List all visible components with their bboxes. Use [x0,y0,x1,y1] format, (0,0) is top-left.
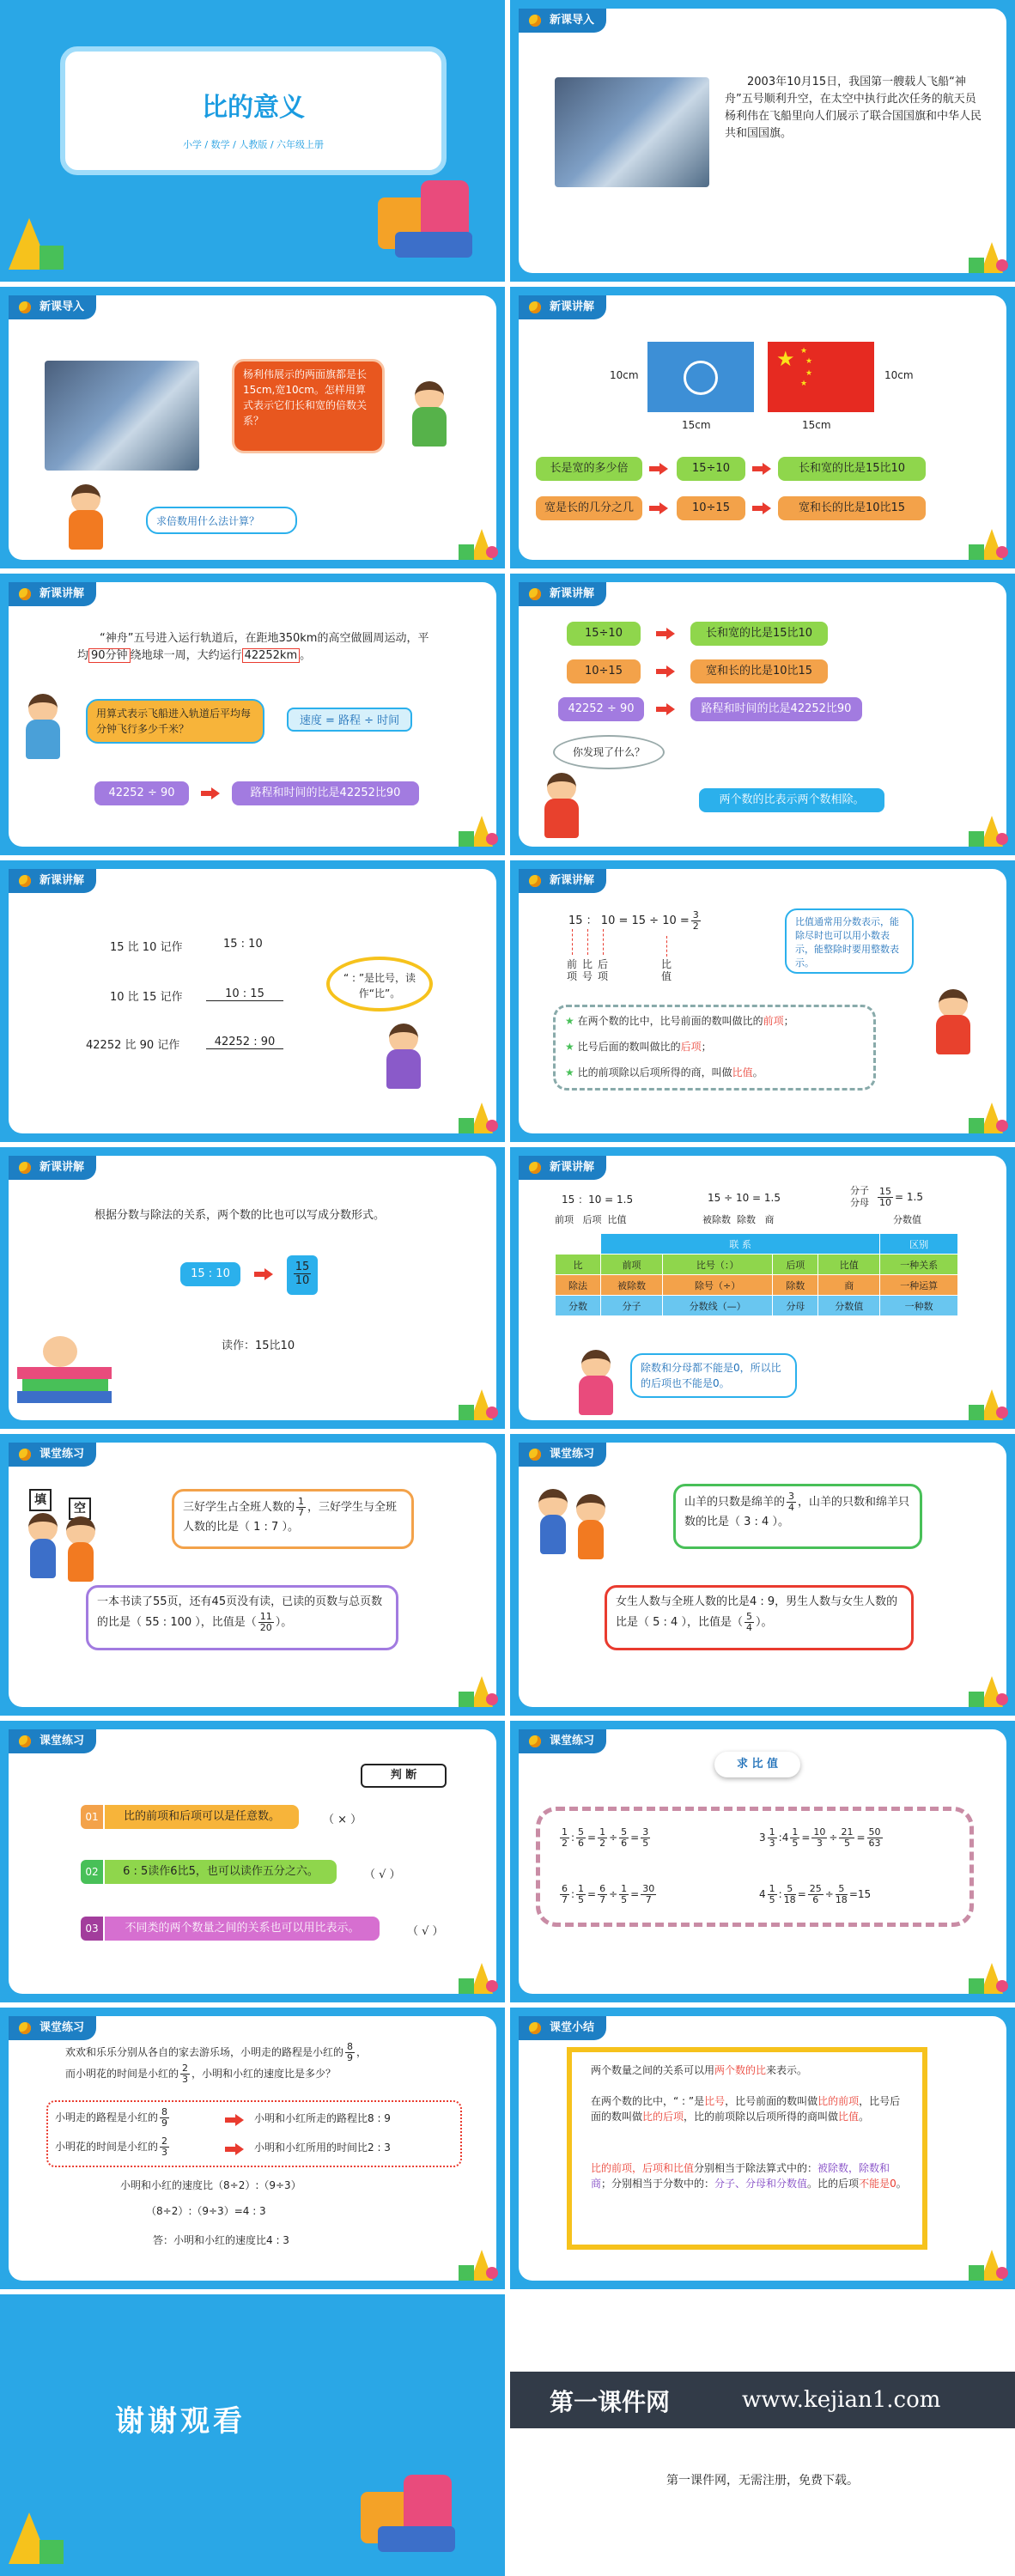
time-ratio: 小明和小红所用的时间比2 : 3 [254,2142,391,2154]
item-number: 03 [81,1917,103,1941]
girl-character [404,381,455,459]
arrow-icon [656,665,675,677]
slide-summary [510,2008,1015,2289]
cn-flag-width: 15cm [802,419,831,431]
ratio-form: 15 ：10 = 1.5 [562,1194,634,1206]
arrow-icon [225,2143,244,2155]
row1-label: 长是宽的多少倍 [536,457,642,481]
slide-speed-ratio [0,2008,505,2289]
notation-1-label: 15 比 10 记作 [110,941,183,954]
un-flag [647,342,754,412]
label-value: 比值 [661,958,672,982]
arrow-icon [752,502,771,514]
title-card [60,46,447,175]
section-title: 求 比 值 [714,1752,800,1777]
section-tag: 新课讲解 [519,1156,606,1180]
zero-rule-bubble: 除数和分母都不能是0，所以比的后项也不能是0。 [630,1353,797,1398]
section-tag: 新课讲解 [9,869,96,893]
section-tag: 课堂小结 [519,2016,606,2040]
shapes-decoration [969,234,1003,273]
un-flag-height: 10cm [610,369,639,381]
row2-result: 宽和长的比是10比15 [778,496,926,520]
shapes-decoration [459,520,493,560]
read-as: 读作：15比10 [222,1340,295,1352]
table-row: 分数 分子 分数线（—） 分母 分数值 一种数 [556,1296,958,1316]
kids-illustration [343,2458,472,2561]
expr-1: 15÷10 [567,622,641,646]
speed-problem: 欢欢和乐乐分别从各自的家去游乐场，小明走的路程是小红的 $\frac{8}{9}$ ， 而小明花的时间是小红的 $\frac{2}{3}$ ，小明和小红的速度比是多少？ [65,2041,368,2085]
question-1-box: 山羊的只数是绵羊的 $\frac{3}{4}$ ，山羊的只数和绵羊只数的比是（ 3 : 4 ）。 [673,1484,922,1549]
label-front: 前项 [567,958,578,982]
girl-character [570,1350,622,1419]
arrow-icon [201,787,220,799]
label-sign: 比号 [582,958,593,982]
notation-2-value: 10 : 15 [206,987,283,1001]
cube-decoration [40,246,64,270]
result-3: 路程和时间的比是42252比90 [690,697,862,721]
arrow-icon [752,463,771,475]
slide-practice-1 [0,1434,505,1716]
speed-answer: 答：小明和小红的速度比4 : 3 [153,2234,289,2246]
arrow-icon [649,502,668,514]
arrow-icon [225,2114,244,2126]
section-tag: 新课讲解 [9,582,96,606]
fraction-value: $\frac{15}{10}$ = 1.5 [879,1186,923,1208]
brand-band [510,2372,1015,2428]
item-number: 01 [81,1805,103,1829]
row2-label: 宽是长的几分之几 [536,496,642,520]
astronaut-photo [555,77,709,187]
expr-2: 10÷15 [567,659,641,683]
section-tag: 课堂练习 [9,1729,96,1753]
row2-expression: 10÷15 [677,496,745,520]
notation-1-value: 15 : 10 [223,938,263,951]
table-head-relation: 联 系 [601,1234,880,1255]
question-bubble: 求倍数用什么法计算？ [146,507,297,534]
judge-answer-1: （ × ） [323,1814,362,1826]
summary-line-1: 两个数量之间的关系可以用两个数的比来表示。 [591,2064,808,2076]
shapes-decoration [459,1094,493,1133]
judge-item-2: 6 : 5读作6比5，也可以读作五分之六。 [105,1860,337,1884]
arrow-icon [656,703,675,715]
colon-bubble: “ : ”是比号，读作“比”。 [326,957,433,1012]
arrow-icon [656,628,675,640]
girl-character [378,1024,429,1101]
slide-practice-2 [510,1434,1015,1716]
division-form: 15 ÷ 10 = 1.5 [708,1192,781,1204]
section-tag: 课堂练习 [9,1443,96,1467]
cn-flag-height: 10cm [884,369,914,381]
shapes-decoration [459,2241,493,2281]
judge-label: 判 断 [361,1764,447,1788]
fill-card-1: 填 [29,1489,52,1511]
slide-ratio-value [510,1721,1015,2002]
footer-panel [510,2294,1015,2576]
slide-title [0,0,505,282]
shapes-decoration [969,1954,1003,1994]
slide-intro-1 [510,0,1015,282]
fraction-box: $\frac{15}{10}$ [287,1255,318,1295]
ratio-pill: 15 : 10 [180,1262,240,1286]
summary-line-2: 在两个数的比中，“ : ”是比号，比号前面的数叫做比的前项，比号后面的数叫做比的后项，比的前项除以后项所得的商叫做比值。 [591,2095,901,2123]
notation-3-value: 42252 : 90 [206,1036,283,1049]
slide-notation [0,860,505,1142]
result-1: 长和宽的比是15比10 [690,622,828,646]
ratio-box [536,1807,974,1927]
definition-back: ★ 比号后面的数叫做比的后项； [565,1041,712,1053]
fraction-rule: 根据分数与除法的关系，两个数的比也可以写成分数形式。 [94,1209,386,1222]
item-number: 02 [81,1860,103,1884]
judge-item-1: 比的前项和后项可以是任意数。 [105,1805,299,1829]
answer-pill: 两个数的比表示两个数相除。 [699,788,884,812]
speed-line-1: 小明和小红的速度比（8÷2）:（9÷3） [120,2179,301,2191]
slide-thanks [0,2294,505,2576]
expression-pill: 42252 ÷ 90 [94,781,189,805]
section-tag: 新课导入 [9,295,96,319]
section-tag: 新课讲解 [9,1156,96,1180]
section-tag: 新课讲解 [519,295,606,319]
ratio-problem-a: $\frac{1}{2}$ : $\frac{5}{6}$ = $\frac{1}{2}$ ÷ $\frac{5}{6}$ = $\frac{3}{5}$ [562,1826,649,1849]
guide-line [603,929,604,955]
formula-box: 速度 = 路程 ÷ 时间 [287,708,412,732]
table-head-difference: 区别 [880,1234,958,1255]
expr-3: 42252 ÷ 90 [558,697,644,721]
judge-answer-2: （ √ ） [364,1868,401,1881]
section-tag: 新课讲解 [519,869,606,893]
kids-illustration [361,163,481,266]
question-2-box: 一本书读了55页，还有45页没有读，已读的页数与总页数的比是（ 55 : 100 ），比值是（ $\frac{11}{20}$ ）。 [86,1585,398,1650]
section-tag: 课堂练习 [519,1729,606,1753]
boy-character [927,989,979,1066]
kid-character [26,1513,60,1573]
relation-table [555,1233,958,1316]
ratio-problem-d: 4 $\frac{1}{5}$ : $\frac{5}{18}$ = $\frac{25}{6}$ ÷ $\frac{5}{18}$ =15 [759,1883,872,1905]
label-back: 后项 [598,958,609,982]
slide-discover [510,574,1015,855]
slide-judge [0,1721,505,2002]
definition-value: ★ 比的前项除以后项所得的商，叫做比值。 [565,1066,763,1078]
books-illustration [17,1336,112,1405]
result-pill: 路程和时间的比是42252比90 [232,781,419,805]
slide-fraction-form [0,1147,505,1429]
result-2: 宽和长的比是10比15 [690,659,828,683]
thought-bubble: 你发现了什么？ [553,735,665,769]
boy-reading-character [17,694,69,771]
summary-box [567,2047,927,2250]
definition-front: ★ 在两个数的比中，比号前面的数叫做比的前项； [565,1015,794,1027]
brand-name: 第一课件网 [550,2388,671,2416]
shapes-decoration [969,520,1003,560]
path-ratio: 小明和小红所走的路程比8 : 9 [254,2112,391,2124]
note-bubble: 比值通常用分数表示，能除尽时也可以用小数表示，能整除时要用整数表示。 [785,908,914,974]
table-row: 比 前项 比号（：） 后项 比值 一种关系 [556,1255,958,1275]
lesson-title: 比的意义 [202,93,305,123]
intro-text: 2003年10月15日，我国第一艘载人飞船“神舟”五号顺利升空，在太空中执行此次任务的航天员杨利伟在飞船里向人们展示了联合国国旗和中华人民共和国国旗。 [725,76,982,140]
boy-thinking-character [536,773,587,841]
guide-line [572,929,573,955]
highlight-42252km: 42252km [242,648,301,663]
ratio-equation: 15 ： 10 = 15 ÷ 10 = $\frac{3}{2}$ [568,909,699,932]
arrow-icon [254,1268,273,1280]
ratio-problem-c: $\frac{6}{7}$ : $\frac{1}{5}$ = $\frac{6}{7}$ ÷ $\frac{1}{5}$ = $\frac{30}{7}$ [562,1883,655,1905]
slide-relations [510,1147,1015,1429]
table-row: 除法 被除数 除号（÷） 除数 商 一种运算 [556,1275,958,1296]
question-2-box: 女生人数与全班人数的比是4 : 9，男生人数与女生人数的比是（ 5 : 4 ），比值是（ $\frac{5}{4}$ ）。 [605,1585,914,1650]
highlight-90min: 90分钟 [88,648,131,663]
boy-character [60,484,112,562]
shapes-decoration [969,1668,1003,1707]
china-flag: ★ ★ ★ ★ ★ [768,342,874,412]
kid-character [64,1516,98,1577]
arrow-icon [649,463,668,475]
shapes-decoration [459,1668,493,1707]
shapes-decoration [969,1094,1003,1133]
guide-line [587,929,588,955]
notation-2-label: 10 比 15 记作 [110,991,183,1004]
un-flag-width: 15cm [682,419,711,431]
shapes-decoration [969,2241,1003,2281]
lesson-subtitle: 小学 / 数学 / 人教版 / 六年级上册 [182,139,325,150]
judge-item-3: 不同类的两个数量之间的关系也可以用比表示。 [105,1917,380,1941]
division-terms: 被除数 除数 商 [702,1214,775,1225]
section-tag: 课堂练习 [519,1443,606,1467]
slide-shenzhou [0,574,505,855]
path-fact: 小明走的路程是小红的 $\frac{8}{9}$ [55,2106,168,2129]
thanks-title: 谢谢观看 [115,2404,246,2439]
kid-character [536,1489,570,1558]
row1-result: 长和宽的比是15比10 [778,457,926,481]
shapes-decoration [459,807,493,847]
slide-intro-2 [0,287,505,568]
speed-line-2: （8÷2）:（9÷3）=4 : 3 [146,2205,266,2217]
row1-expression: 15÷10 [677,457,745,481]
ratio-terms: 前项 后项 比值 [555,1214,627,1225]
shapes-decoration [459,1381,493,1420]
section-tag: 课堂练习 [9,2016,96,2040]
fraction-form: 分子 分母 [850,1185,869,1208]
section-tag: 新课导入 [519,9,606,33]
guide-line [666,936,667,957]
notation-3-label: 42252 比 90 记作 [86,1039,180,1052]
kid-character [574,1494,608,1563]
fill-card-2: 空 [69,1498,91,1520]
fraction-terms: 分数值 [893,1214,921,1225]
time-fact: 小明花的时间是小红的 $\frac{2}{3}$ [55,2136,168,2158]
summary-line-3: 比的前项，后项和比值分别相当于除法算式中的：被除数，除数和商；分别相当于分数中的：分子、分母和分数值。比的后项不能是0。 [591,2162,907,2190]
shapes-decoration [459,1954,493,1994]
speech-bubble-girl: 杨利伟展示的两面旗都是长15cm,宽10cm。怎样用算式表示它们长和宽的倍数关系？ [232,359,385,453]
cube-decoration [40,2540,64,2564]
footer-tagline: 第一课件网，无需注册，免费下载。 [666,2474,859,2488]
slide-flags-ratio [510,287,1015,568]
question-box: 用算式表示飞船进入轨道后平均每分钟飞行多少千米？ [86,699,264,744]
shapes-decoration [969,1381,1003,1420]
slide-terms [510,860,1015,1142]
flags-photo [45,361,199,471]
problem-text: “神舟”五号进入运行轨道后，在距地350km的高空做圆周运动，平均 90分钟 绕地球一周，大约运行 42252km 。 [77,632,429,662]
question-1-box: 三好学生占全班人数的 $\frac{1}{7}$ ，三好学生与全班人数的比是（ 1 : 7 ）。 [172,1489,414,1549]
section-tag: 新课讲解 [519,582,606,606]
shapes-decoration [969,807,1003,847]
brand-url[interactable]: www.kejian1.com [742,2387,941,2413]
judge-answer-3: （ √ ） [407,1925,444,1938]
ratio-problem-b: 3 $\frac{1}{3}$ :4 $\frac{1}{5}$ = $\frac{10}{3}$ ÷ $\frac{21}{5}$ = $\frac{50}{63}$ [759,1826,881,1849]
